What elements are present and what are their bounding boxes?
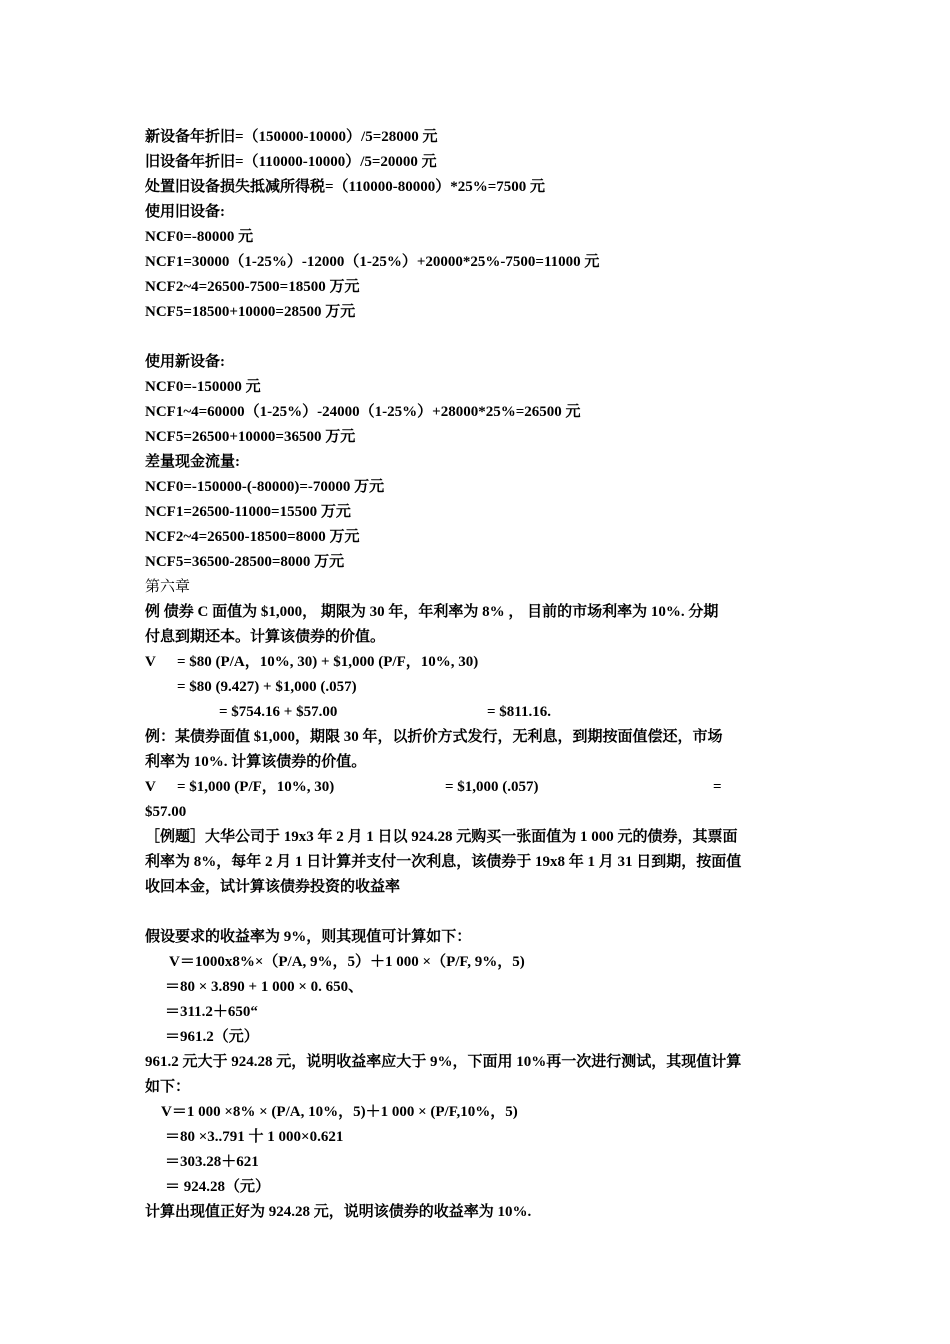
- chapter-heading: 第六章: [145, 579, 191, 595]
- formula-line: ＝961.2（元）: [165, 1029, 259, 1045]
- text-line: NCF2~4=26500-18500=8000 万元: [145, 529, 360, 545]
- formula-line: [145, 650, 807, 675]
- text-line: 计算出现值正好为 924.28 元，说明该债券的收益率为 10%.: [145, 1204, 532, 1220]
- formula-line: V＝1 000 ×8% × (P/A, 10%，5)＋1 000 × (P/F,10%，5): [161, 1104, 518, 1120]
- formula-text: = $811.16.: [487, 704, 551, 720]
- formula-text: = $1,000 (P/F，10%, 30): [177, 779, 335, 795]
- formula-line: ＝311.2＋650“: [165, 1004, 258, 1020]
- formula-line: ＝303.28＋621: [165, 1154, 259, 1170]
- text-line: 例 债券 C 面值为 $1,000， 期限为 30 年，年利率为 8% ， 目前的市场利率为 10%. 分期: [145, 604, 719, 620]
- formula-text: =: [713, 779, 722, 795]
- text-line: 新设备年折旧=（150000-10000）/5=28000 元: [145, 129, 438, 145]
- section-heading: 使用旧设备:: [145, 204, 225, 220]
- formula-line: = $80 (9.427) + $1,000 (.057): [177, 679, 357, 695]
- formula-line: ＝ 924.28（元）: [165, 1179, 271, 1195]
- text-line: 收回本金，试计算该债券投资的收益率: [145, 879, 401, 895]
- formula-label: V: [145, 779, 156, 795]
- text-line: 利率为 10%. 计算该债券的价值。: [145, 754, 367, 770]
- text-line: NCF1=30000（1-25%）-12000（1-25%）+20000*25%-7500=11000 元: [145, 254, 600, 270]
- text-line: NCF1~4=60000（1-25%）-24000（1-25%）+28000*25%=26500 元: [145, 404, 581, 420]
- text-line: ［例题］大华公司于 19x3 年 2 月 1 日以 924.28 元购买一张面值为 1 000 元的债券，其票面: [145, 829, 738, 845]
- text-line: 如下：: [145, 1079, 191, 1095]
- document-page: [145, 125, 807, 1225]
- text-line: 利率为 8%，每年 2 月 1 日计算并支付一次利息，该债券于 19x8 年 1 月 31 日到期，按面值: [145, 854, 742, 870]
- blank-line: [145, 900, 807, 925]
- formula-text: = $1,000 (.057): [445, 779, 539, 795]
- formula-text: = $754.16 + $57.00: [219, 704, 338, 720]
- section-heading: 使用新设备:: [145, 354, 225, 370]
- text-line: 旧设备年折旧=（110000-10000）/5=20000 元: [145, 154, 437, 170]
- text-line: NCF0=-80000 元: [145, 229, 254, 245]
- formula-line: V＝1000x8%×（P/A, 9%，5）＋1 000 ×（P/F, 9%，5): [169, 954, 525, 970]
- formula-text: = $80 (P/A，10%, 30) + $1,000 (P/F，10%, 30): [177, 654, 479, 670]
- text-line: NCF0=-150000-(-80000)=-70000 万元: [145, 479, 385, 495]
- text-line: 处置旧设备损失抵减所得税=（110000-80000）*25%=7500 元: [145, 179, 546, 195]
- text-line: 付息到期还本。计算该债券的价值。: [145, 629, 386, 645]
- text-line: NCF0=-150000 元: [145, 379, 261, 395]
- formula-line: [145, 775, 807, 800]
- formula-label: V: [145, 654, 156, 670]
- text-line: NCF5=26500+10000=36500 万元: [145, 429, 356, 445]
- formula-line: [145, 700, 807, 725]
- text-line: NCF2~4=26500-7500=18500 万元: [145, 279, 360, 295]
- text-line: 假设要求的收益率为 9%，则其现值可计算如下：: [145, 929, 472, 945]
- formula-line: ＝80 ×3..791 十 1 000×0.621: [165, 1129, 344, 1145]
- text-line: NCF5=18500+10000=28500 万元: [145, 304, 356, 320]
- text-line: 例：某债券面值 $1,000，期限 30 年，以折价方式发行，无利息，到期按面值偿还，市场: [145, 729, 723, 745]
- formula-line: ＝80 × 3.890 + 1 000 × 0. 650、: [165, 979, 364, 995]
- blank-line: [145, 325, 807, 350]
- section-heading: 差量现金流量:: [145, 454, 240, 470]
- text-line: NCF5=36500-28500=8000 万元: [145, 554, 345, 570]
- text-line: NCF1=26500-11000=15500 万元: [145, 504, 351, 520]
- text-line: 961.2 元大于 924.28 元，说明收益率应大于 9%，下面用 10%再一次进行测试，其现值计算: [145, 1054, 742, 1070]
- text-line: $57.00: [145, 804, 187, 820]
